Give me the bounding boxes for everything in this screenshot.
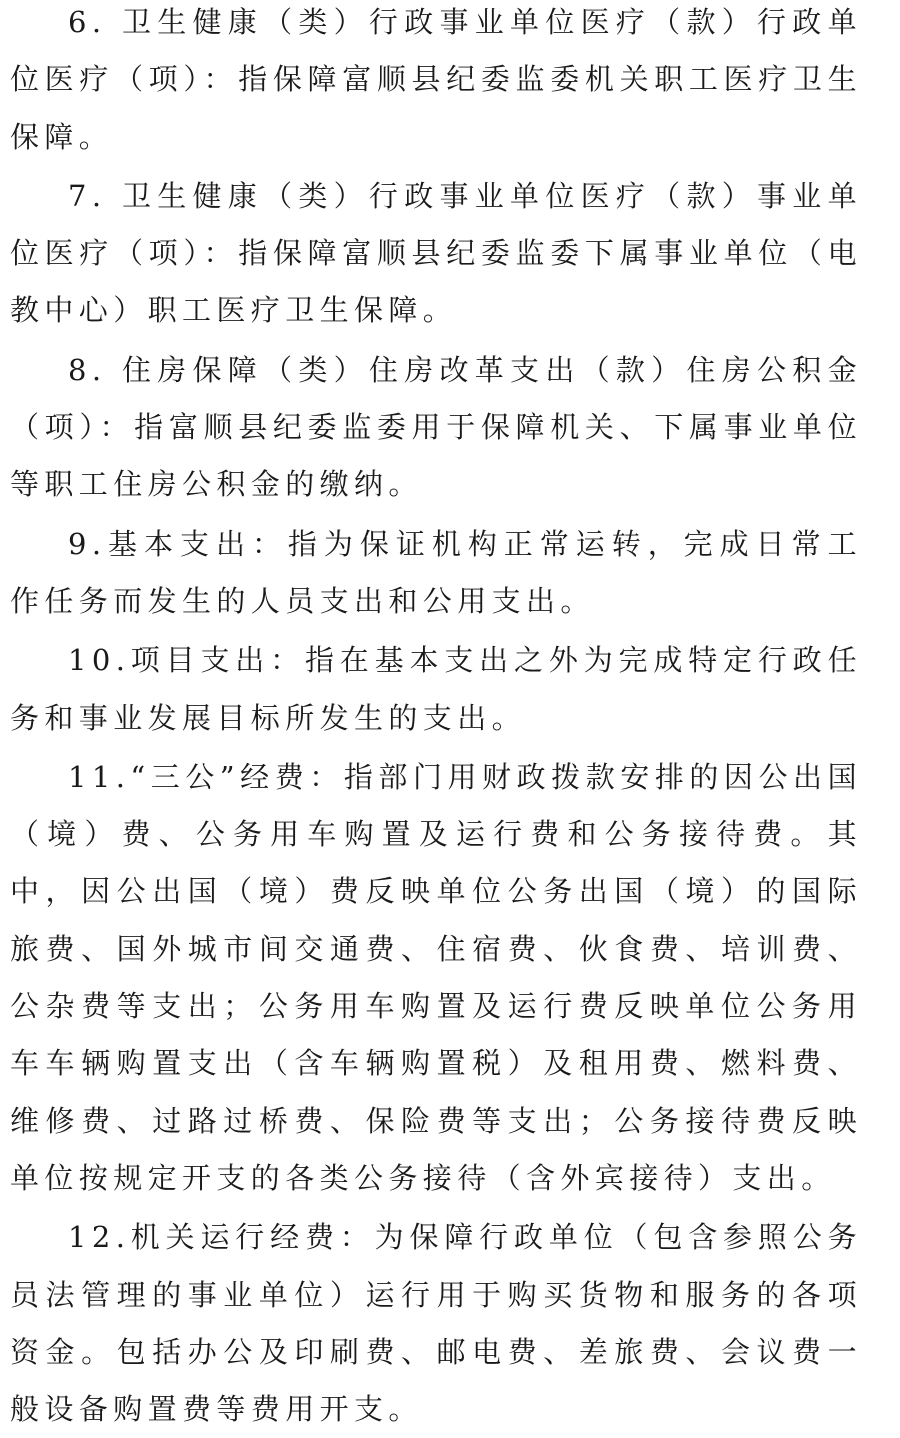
paragraph-7: 7. 卫生健康（类）行政事业单位医疗（款）事业单位医疗（项）：指保障富顺县纪委监委下属事业单位（电教中心）职工医疗卫生保障。 (10, 178, 862, 328)
paragraph-11: 11.“三公”经费：指部门用财政拨款安排的因公出国（境）费、公务用车购置及运行费和公务接待费。其中，因公出国（境）费反映单位公务出国（境）的国际旅费、国外城市间交通费、住宿费、伙食费、培训费、公杂费等支出；公务用车购置及运行费反映单位公务用车车辆购置支出（含车辆购置税）及租用费、燃料费、维修费、过路过桥费、保险费等支出；公务接待费反映单位按规定开支的各类公务接待（含外宾接待）支出。 (10, 759, 862, 1195)
paragraph-12: 12.机关运行经费：为保障行政单位（包含参照公务员法管理的事业单位）运行用于购买货物和服务的各项资金。包括办公及印刷费、邮电费、差旅费、会议费一般设备购置费等费用开支。 (10, 1220, 862, 1427)
paragraph-10: 10.项目支出：指在基本支出之外为完成特定行政任务和事业发展目标所发生的支出。 (10, 643, 862, 735)
paragraph-6: 6. 卫生健康（类）行政事业单位医疗（款）行政单位医疗（项）：指保障富顺县纪委监委机关职工医疗卫生保障。 (10, 5, 862, 154)
paragraph-8: 8. 住房保障（类）住房改革支出（款）住房公积金（项）：指富顺县纪委监委用于保障机关、下属事业单位等职工住房公积金的缴纳。 (10, 352, 862, 502)
paragraph-9: 9.基本支出：指为保证机构正常运转，完成日常工作任务而发生的人员支出和公用支出。 (10, 526, 862, 618)
